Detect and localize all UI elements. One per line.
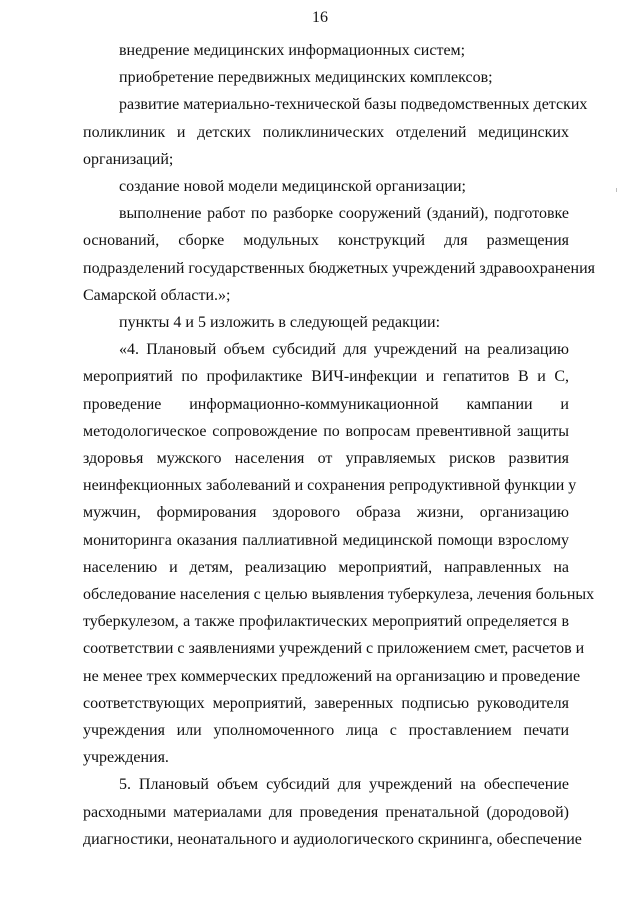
paragraph-5 xyxy=(83,200,595,309)
text-line: не менее трех коммерческих предложений на организацию и проведение xyxy=(83,667,581,685)
scan-artifact-mark xyxy=(616,188,617,192)
text-line: населению и детям, реализацию мероприятий, направленных на xyxy=(83,558,569,576)
paragraph-7 xyxy=(83,336,595,771)
text-line: учреждения или уполномоченного лица с проставлением печати xyxy=(83,722,569,740)
text-line: Самарской области.»; xyxy=(83,286,231,304)
paragraph-8 xyxy=(83,771,582,853)
text-line: обследование населения с целью выявления туберкулеза, лечения больных xyxy=(83,586,595,604)
paragraph-4 xyxy=(83,173,569,200)
text-line: подразделений государственных бюджетных учреждений здравоохранения xyxy=(83,259,595,277)
text-line: «4. Плановый объем субсидий для учреждений на реализацию xyxy=(119,341,569,359)
text-line: мониторинга оказания паллиативной медицинской помощи взрослому xyxy=(83,531,569,549)
text-line: диагностики, неонатального и аудиологического скрининга, обеспечение xyxy=(83,830,582,848)
document-body xyxy=(83,37,595,853)
text-line: выполнение работ по разборке сооружений (зданий), подготовке xyxy=(119,205,569,223)
text-line: учреждения. xyxy=(83,749,169,767)
paragraph-2 xyxy=(83,64,569,91)
paragraph-1 xyxy=(83,37,569,64)
text-line: расходными материалами для проведения пренатальной (дородовой) xyxy=(83,803,569,821)
text-line: соответствии с заявлениями учреждений с приложением смет, расчетов и xyxy=(83,640,585,658)
text-line: оснований, сборке модульных конструкций для размещения xyxy=(83,232,569,250)
text-line: организаций; xyxy=(83,150,174,168)
text-line: внедрение медицинских информационных систем; xyxy=(119,42,466,59)
text-line: пункты 4 и 5 изложить в следующей редакции: xyxy=(119,314,441,332)
text-line: приобретение передвижных медицинских комплексов; xyxy=(119,69,493,87)
text-line: мероприятий по профилактике ВИЧ-инфекции и гепатитов В и С, xyxy=(83,368,569,386)
text-line: поликлиник и детских поликлинических отделений медицинских xyxy=(83,123,569,141)
page-number: 16 xyxy=(312,9,328,26)
text-line: развитие материально-технической базы подведомственных детских xyxy=(119,96,588,114)
text-line: неинфекционных заболеваний и сохранения репродуктивной функции у xyxy=(83,477,577,495)
paragraph-6 xyxy=(83,309,569,336)
text-line: туберкулезом, а также профилактических мероприятий определяется в xyxy=(83,613,569,631)
text-line: создание новой модели медицинской организации; xyxy=(119,178,466,196)
text-line: проведение информационно-коммуникационной кампании и xyxy=(83,395,569,413)
paragraph-3 xyxy=(83,91,588,173)
text-line: здоровья мужского населения от управляемых рисков развития xyxy=(83,450,569,468)
text-line: соответствующих мероприятий, заверенных подписью руководителя xyxy=(83,694,569,712)
text-line: 5. Плановый объем субсидий для учреждений на обеспечение xyxy=(119,776,569,794)
text-line: методологическое сопровождение по вопросам превентивной защиты xyxy=(83,422,569,440)
text-line: мужчин, формирования здорового образа жизни, организацию xyxy=(83,504,569,522)
